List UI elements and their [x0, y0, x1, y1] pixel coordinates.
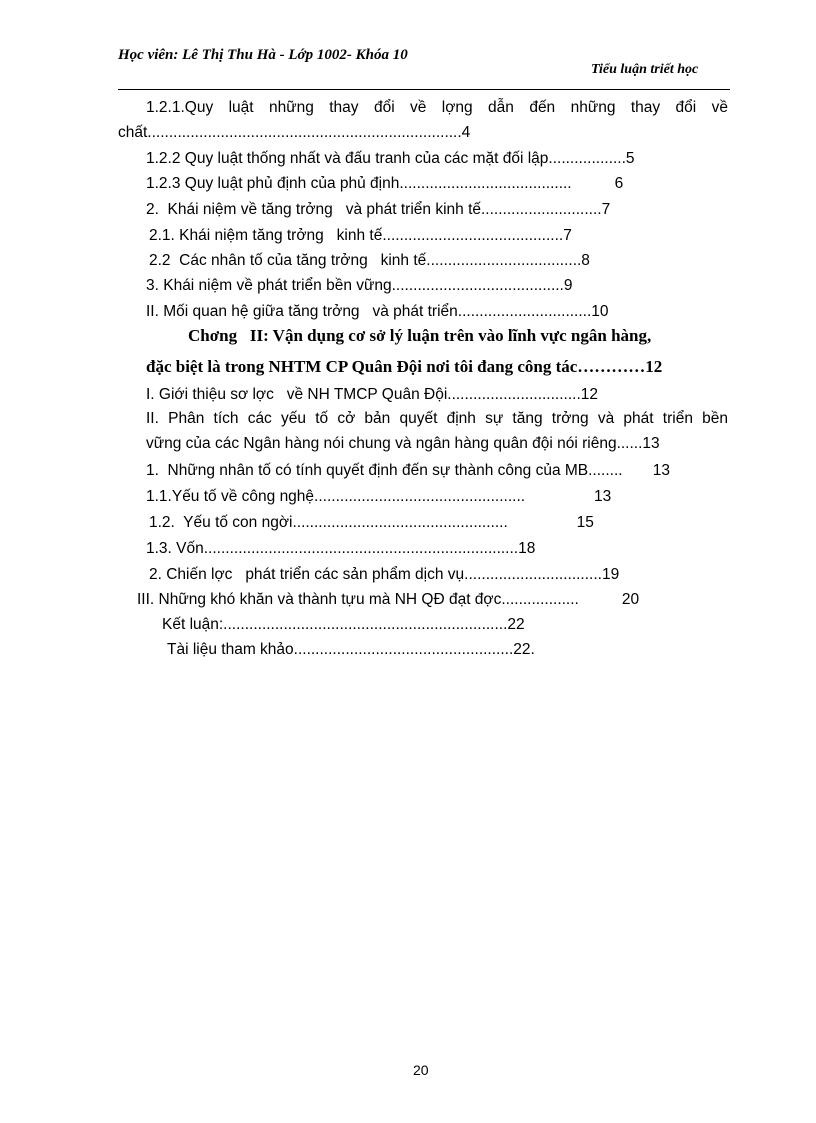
toc-entry-1-2-2: 1.2.2 Quy luật thống nhất và đấu tranh của các mặt đối lập..................5	[146, 150, 635, 167]
toc-entry-1-1-tech: 1.1.Yếu tố về công nghệ................................................. 13	[146, 488, 612, 505]
toc-entry-2-1: 2.1. Khái niệm tăng trởng kinh tế..........................................7	[149, 227, 572, 244]
header-essay-title: Tiểu luận triết học	[591, 62, 699, 77]
toc-entry-III-challenges: III. Những khó khăn và thành tựu mà NH QĐ đạt đợc.................. 20	[137, 591, 640, 608]
toc-entry-II-analysis: II. Phân tích các yếu tố cở bản quyết định sự tăng trởng và phát triển bền	[146, 410, 728, 427]
toc-entry-1-2-people: 1.2. Yếu tố con ngời.................................................. 15	[149, 514, 594, 531]
toc-entry-conclusion: Kết luận:..................................................................22	[162, 616, 525, 633]
chapter-2-leader: …………	[577, 357, 646, 376]
toc-entry-1-2-3: 1.2.3 Quy luật phủ định của phủ định........................................ 6	[146, 175, 624, 192]
toc-entry-2-strategy: 2. Chiến lợc phát triển các sản phẩm dịch vụ................................19	[149, 566, 620, 583]
header-student-info: Học viên: Lê Thị Thu Hà - Lớp 1002- Khóa 10	[118, 47, 408, 63]
chapter-2-title-text: đặc biệt là trong NHTM CP Quân Đội nơi tôi đang công tác	[146, 357, 578, 376]
header-divider	[118, 89, 730, 90]
toc-entry-II-relation: II. Mối quan hệ giữa tăng trởng và phát triển...............................10	[146, 303, 609, 320]
toc-entry-3: 3. Khái niệm về phát triển bền vững........................................9	[146, 277, 573, 294]
toc-entry-1-2-1-cont: chất.........................................................................4	[118, 124, 471, 141]
toc-entry-2-2: 2.2 Các nhân tố của tăng trởng kinh tế....................................8	[149, 252, 590, 269]
page-number: 20	[413, 1062, 429, 1078]
toc-entry-1-factors: 1. Những nhân tố có tính quyết định đến sự thành công của MB........ 13	[146, 462, 670, 479]
chapter-2-title-line1: Chơng II: Vận dụng cơ sở lý luận trên vào lĩnh vực ngân hàng,	[188, 326, 652, 345]
toc-entry-1-3-capital: 1.3. Vốn.........................................................................18	[146, 540, 536, 557]
toc-entry-1-2-1: 1.2.1.Quy luật những thay đổi về lợng dẫn đến những thay đổi về	[146, 99, 728, 116]
chapter-2-title-line2	[146, 356, 662, 378]
toc-entry-I-intro: I. Giới thiệu sơ lợc về NH TMCP Quân Đội...............................12	[146, 386, 598, 403]
toc-entry-references: Tài liệu tham khảo...................................................22.	[167, 641, 535, 658]
chapter-2-page: 12	[645, 357, 663, 376]
toc-entry-2: 2. Khái niệm về tăng trởng và phát triển kinh tế............................7	[146, 201, 611, 218]
toc-entry-II-analysis-cont: vững của các Ngân hàng nói chung và ngân hàng quân đội nói riêng......13	[146, 435, 660, 452]
